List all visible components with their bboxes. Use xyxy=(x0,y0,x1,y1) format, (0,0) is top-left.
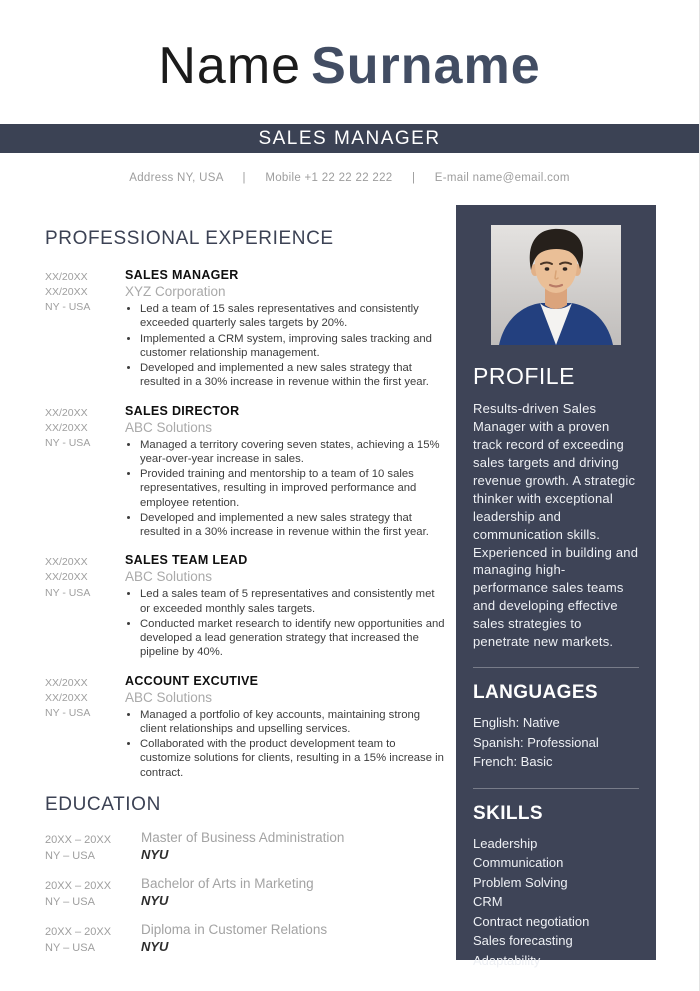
education-degree: Bachelor of Arts in Marketing xyxy=(141,875,314,891)
contact-mobile: Mobile +1 22 22 22 222 xyxy=(265,172,393,184)
education-dates xyxy=(45,830,127,865)
job-date-line: XX/20XX xyxy=(45,691,88,704)
education-body xyxy=(127,876,447,911)
education-school: NYU xyxy=(141,846,169,862)
education-location: NY – USA xyxy=(45,850,95,863)
sidebar-divider xyxy=(473,667,639,668)
job-company: ABC Solutions xyxy=(125,419,213,435)
education-dates xyxy=(45,922,127,957)
education-date-line: 20XX – 20XX xyxy=(45,833,112,846)
job-bullet: • Developed and implemented a new sales strategy that resulted in a 30% increase in revenue within the first year. xyxy=(140,511,447,539)
job-bullet: • Managed a territory covering seven states, achieving a 15% year-over-year increase in sales. xyxy=(140,438,447,466)
skills-list xyxy=(473,834,639,971)
job-location: NY - USA xyxy=(45,436,91,449)
job-bullet-list xyxy=(125,302,447,389)
sidebar-divider xyxy=(473,788,639,789)
job-date-line: XX/20XX xyxy=(45,271,88,283)
skill-item: Leadership xyxy=(473,835,538,851)
job-body xyxy=(111,404,447,541)
education-location: NY – USA xyxy=(45,942,95,955)
language-item: English: Native xyxy=(473,715,560,731)
language-item: Spanish: Professional xyxy=(473,734,599,750)
job-bullet: • Collaborated with the product development team to customize solutions for clients, resulting in a 15% increase in contract. xyxy=(140,737,447,780)
job-body xyxy=(111,268,447,391)
education-school: NYU xyxy=(141,892,169,908)
profile-text: Results-driven Sales Manager with a proven track record of exceeding sales targets and driving revenue growth. A strategic thinker with exceptional leadership and communication skills. Experienced in building and managing high-performance sales teams and developing effective sales strategies to penetrate new markets. xyxy=(473,401,639,650)
page-title xyxy=(0,36,699,96)
education-entry xyxy=(45,922,447,957)
education-degree: Master of Business Administration xyxy=(141,829,345,845)
sidebar xyxy=(456,205,656,968)
experience-entry xyxy=(45,268,447,391)
job-bullet-list xyxy=(125,708,447,780)
job-body xyxy=(111,674,447,781)
job-company: XYZ Corporation xyxy=(125,284,226,299)
experience-entry xyxy=(45,404,447,541)
education-section-title: EDUCATION xyxy=(45,793,161,815)
education-school: NYU xyxy=(141,938,169,954)
experience-entry xyxy=(45,553,447,660)
education-location: NY – USA xyxy=(45,896,95,909)
job-dates xyxy=(45,268,111,391)
contact-separator: | xyxy=(242,172,246,184)
education-degree: Diploma in Customer Relations xyxy=(141,921,328,937)
portrait-photo xyxy=(491,225,621,345)
skill-item: Sales forecasting xyxy=(473,933,573,949)
job-dates xyxy=(45,674,111,781)
job-dates xyxy=(45,404,111,541)
job-location: NY - USA xyxy=(45,301,91,314)
job-date-line: XX/20XX xyxy=(45,556,88,569)
education-dates xyxy=(45,876,127,911)
contact-row xyxy=(0,172,699,184)
first-name: Name xyxy=(158,37,302,95)
job-bullet: • Implemented a CRM system, improving sales tracking and customer relationship management. xyxy=(140,332,447,360)
languages-section-title: LANGUAGES xyxy=(473,682,598,704)
job-bullet-list xyxy=(125,587,447,659)
role-banner: SALES MANAGER xyxy=(0,124,699,153)
job-date-line: XX/20XX xyxy=(45,421,88,434)
job-location: NY - USA xyxy=(45,706,91,719)
education-date-line: 20XX – 20XX xyxy=(45,925,112,938)
job-title: SALES TEAM LEAD xyxy=(125,553,248,568)
experience-entry xyxy=(45,674,447,781)
education-body xyxy=(127,922,447,957)
job-date-line: XX/20XX xyxy=(45,406,88,419)
contact-email: E-mail name@email.com xyxy=(434,172,570,184)
job-bullet: • Led a team of 15 sales representatives and consistently exceeded quarterly sales targets by 20%. xyxy=(140,302,447,330)
education-date-line: 20XX – 20XX xyxy=(45,879,112,892)
job-title: SALES MANAGER xyxy=(125,268,239,282)
job-company: ABC Solutions xyxy=(125,569,213,585)
job-title: SALES DIRECTOR xyxy=(125,403,240,418)
education-body xyxy=(127,830,447,865)
skill-item: Communication xyxy=(473,855,564,871)
contact-address: Address NY, USA xyxy=(129,172,224,184)
job-dates xyxy=(45,553,111,660)
last-name: Surname xyxy=(311,37,541,95)
profile-section-title: PROFILE xyxy=(473,363,575,389)
languages-list xyxy=(473,713,639,772)
job-date-line: XX/20XX xyxy=(45,571,88,584)
job-title: ACCOUNT EXCUTIVE xyxy=(125,673,259,688)
skill-item: CRM xyxy=(473,894,503,910)
job-bullet: • Led a sales team of 5 representatives and consistently met or exceeded monthly sales targets. xyxy=(140,587,447,615)
job-bullet: • Developed and implemented a new sales strategy that resulted in a 30% increase in revenue within the first year. xyxy=(140,361,447,389)
job-date-line: XX/20XX xyxy=(45,286,88,299)
job-bullet: • Conducted market research to identify new opportunities and developed a lead generation strategy that increased the pipeline by 40%. xyxy=(140,617,447,660)
skills-section-title: SKILLS xyxy=(473,802,543,824)
skill-item: Contract negotiation xyxy=(473,913,590,929)
job-date-line: XX/20XX xyxy=(45,676,88,689)
skill-item: Adaptability xyxy=(473,952,541,968)
education-entry xyxy=(45,830,447,865)
main-column xyxy=(45,228,447,968)
language-item: French: Basic xyxy=(473,754,553,770)
job-body xyxy=(111,553,447,660)
skill-item: Problem Solving xyxy=(473,874,568,890)
job-location: NY - USA xyxy=(45,586,91,599)
job-bullet: • Provided training and mentorship to a team of 10 sales representatives, resulting in improved performance and employee retention. xyxy=(140,467,447,510)
contact-separator: | xyxy=(411,172,416,184)
experience-section-title: PROFESSIONAL EXPERIENCE xyxy=(45,228,334,249)
job-company: ABC Solutions xyxy=(125,689,213,705)
job-bullet: • Managed a portfolio of key accounts, maintaining strong client relationships and upselling services. xyxy=(140,708,447,736)
education-entry xyxy=(45,876,447,911)
job-bullet-list xyxy=(125,438,447,540)
